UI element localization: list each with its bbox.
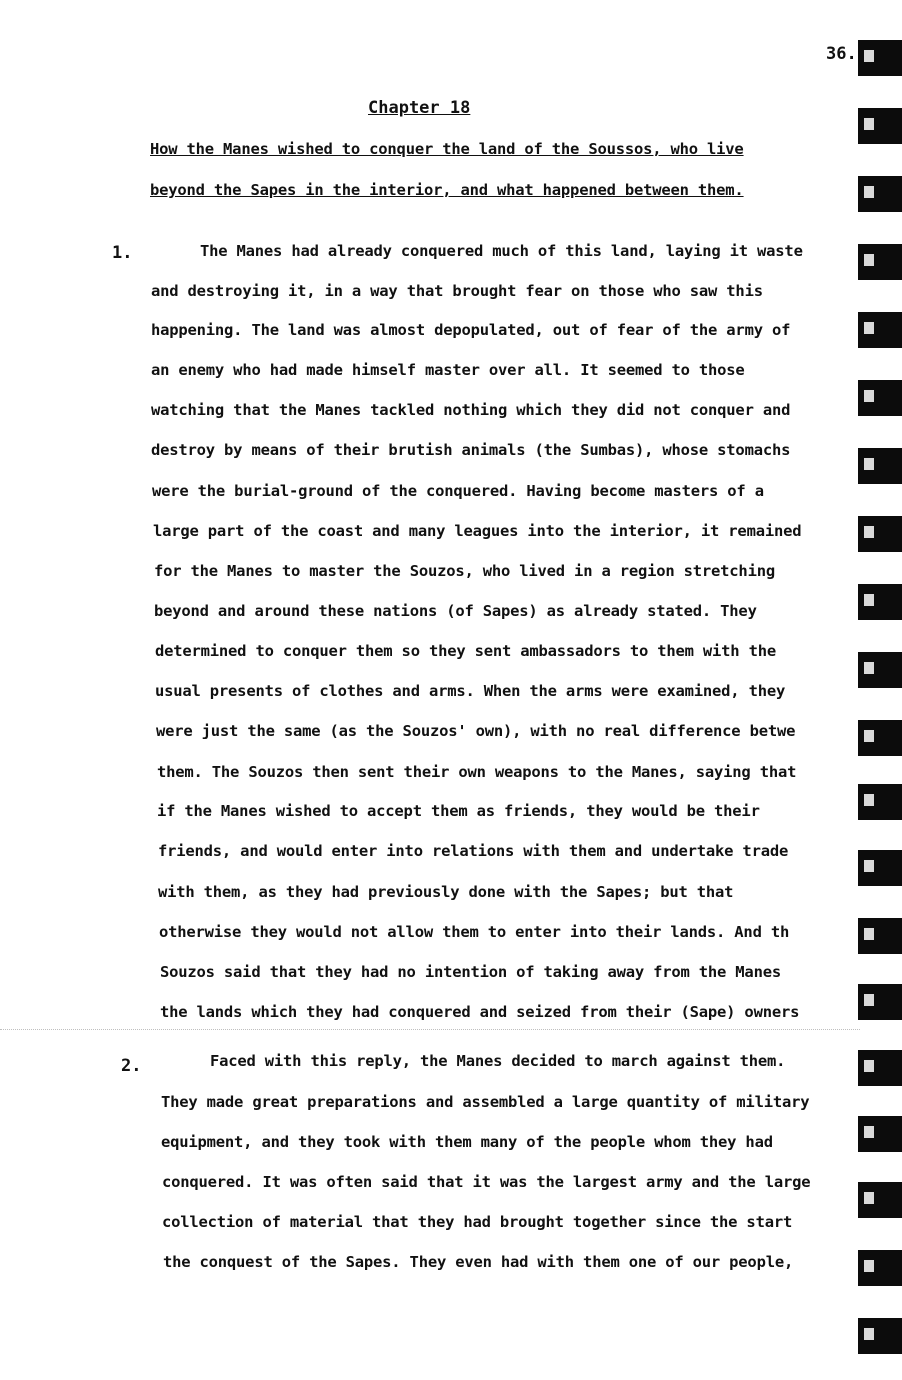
text-line: Faced with this reply, the Manes decided to march against them. — [210, 1052, 786, 1070]
text-line: the conquest of the Sapes. They even had with them one of our people, — [163, 1253, 794, 1271]
text-line: equipment, and they took with them many of the people whom they had — [161, 1133, 773, 1151]
subtitle-line: How the Manes wished to conquer the land of the Soussos, who live — [150, 140, 744, 158]
binding-hole — [858, 1318, 902, 1354]
binding-hole — [858, 1250, 902, 1286]
binding-holes — [852, 0, 902, 1380]
text-line: They made great preparations and assembled a large quantity of military — [161, 1093, 810, 1111]
text-line: were the burial-ground of the conquered. Having become masters of a — [152, 482, 764, 500]
binding-hole — [858, 1116, 902, 1152]
text-line: friends, and would enter into relations with them and undertake trade — [158, 842, 789, 860]
text-line: were just the same (as the Souzos' own), with no real difference betwe — [156, 722, 796, 740]
binding-hole — [858, 516, 902, 552]
text-line: destroy by means of their brutish animals (the Sumbas), whose stomachs — [151, 441, 791, 459]
binding-hole — [858, 850, 902, 886]
text-line: if the Manes wished to accept them as friends, they would be their — [157, 802, 760, 820]
binding-hole — [858, 40, 902, 76]
text-line: collection of material that they had brought together since the start — [162, 1213, 793, 1231]
binding-hole — [858, 108, 902, 144]
binding-hole — [858, 448, 902, 484]
text-line: the lands which they had conquered and seized from their (Sape) owners — [160, 1003, 800, 1021]
scan-fold-line — [0, 1029, 860, 1030]
text-line: determined to conquer them so they sent ambassadors to them with the — [155, 642, 776, 660]
paragraph-number: 2. — [121, 1056, 142, 1076]
binding-hole — [858, 176, 902, 212]
binding-hole — [858, 918, 902, 954]
text-line: and destroying it, in a way that brought fear on those who saw this — [151, 282, 763, 300]
text-line: The Manes had already conquered much of this land, laying it waste — [200, 242, 803, 260]
text-line: with them, as they had previously done with the Sapes; but that — [158, 883, 734, 901]
paragraph-number: 1. — [112, 243, 133, 263]
binding-hole — [858, 1050, 902, 1086]
binding-hole — [858, 984, 902, 1020]
text-line: large part of the coast and many leagues into the interior, it remained — [153, 522, 802, 540]
text-line: beyond and around these nations (of Sapes) as already stated. They — [154, 602, 757, 620]
subtitle-line: beyond the Sapes in the interior, and what happened between them. — [150, 181, 744, 199]
text-line: usual presents of clothes and arms. When the arms were examined, they — [155, 682, 786, 700]
binding-hole — [858, 244, 902, 280]
text-line: Souzos said that they had no intention of taking away from the Manes — [160, 963, 781, 981]
binding-hole — [858, 1182, 902, 1218]
text-line: them. The Souzos then sent their own weapons to the Manes, saying that — [157, 763, 797, 781]
binding-hole — [858, 380, 902, 416]
binding-hole — [858, 312, 902, 348]
text-line: otherwise they would not allow them to enter into their lands. And th — [159, 923, 790, 941]
text-line: happening. The land was almost depopulated, out of fear of the army of — [151, 321, 791, 339]
text-line: watching that the Manes tackled nothing which they did not conquer and — [151, 401, 791, 419]
binding-hole — [858, 584, 902, 620]
text-line: an enemy who had made himself master over all. It seemed to those — [151, 361, 745, 379]
chapter-title: Chapter 18 — [368, 98, 471, 118]
text-line: for the Manes to master the Souzos, who lived in a region stretching — [154, 562, 775, 580]
binding-hole — [858, 720, 902, 756]
binding-hole — [858, 652, 902, 688]
binding-hole — [858, 784, 902, 820]
page-number: 36. — [826, 44, 857, 64]
text-line: conquered. It was often said that it was the largest army and the large — [162, 1173, 811, 1191]
